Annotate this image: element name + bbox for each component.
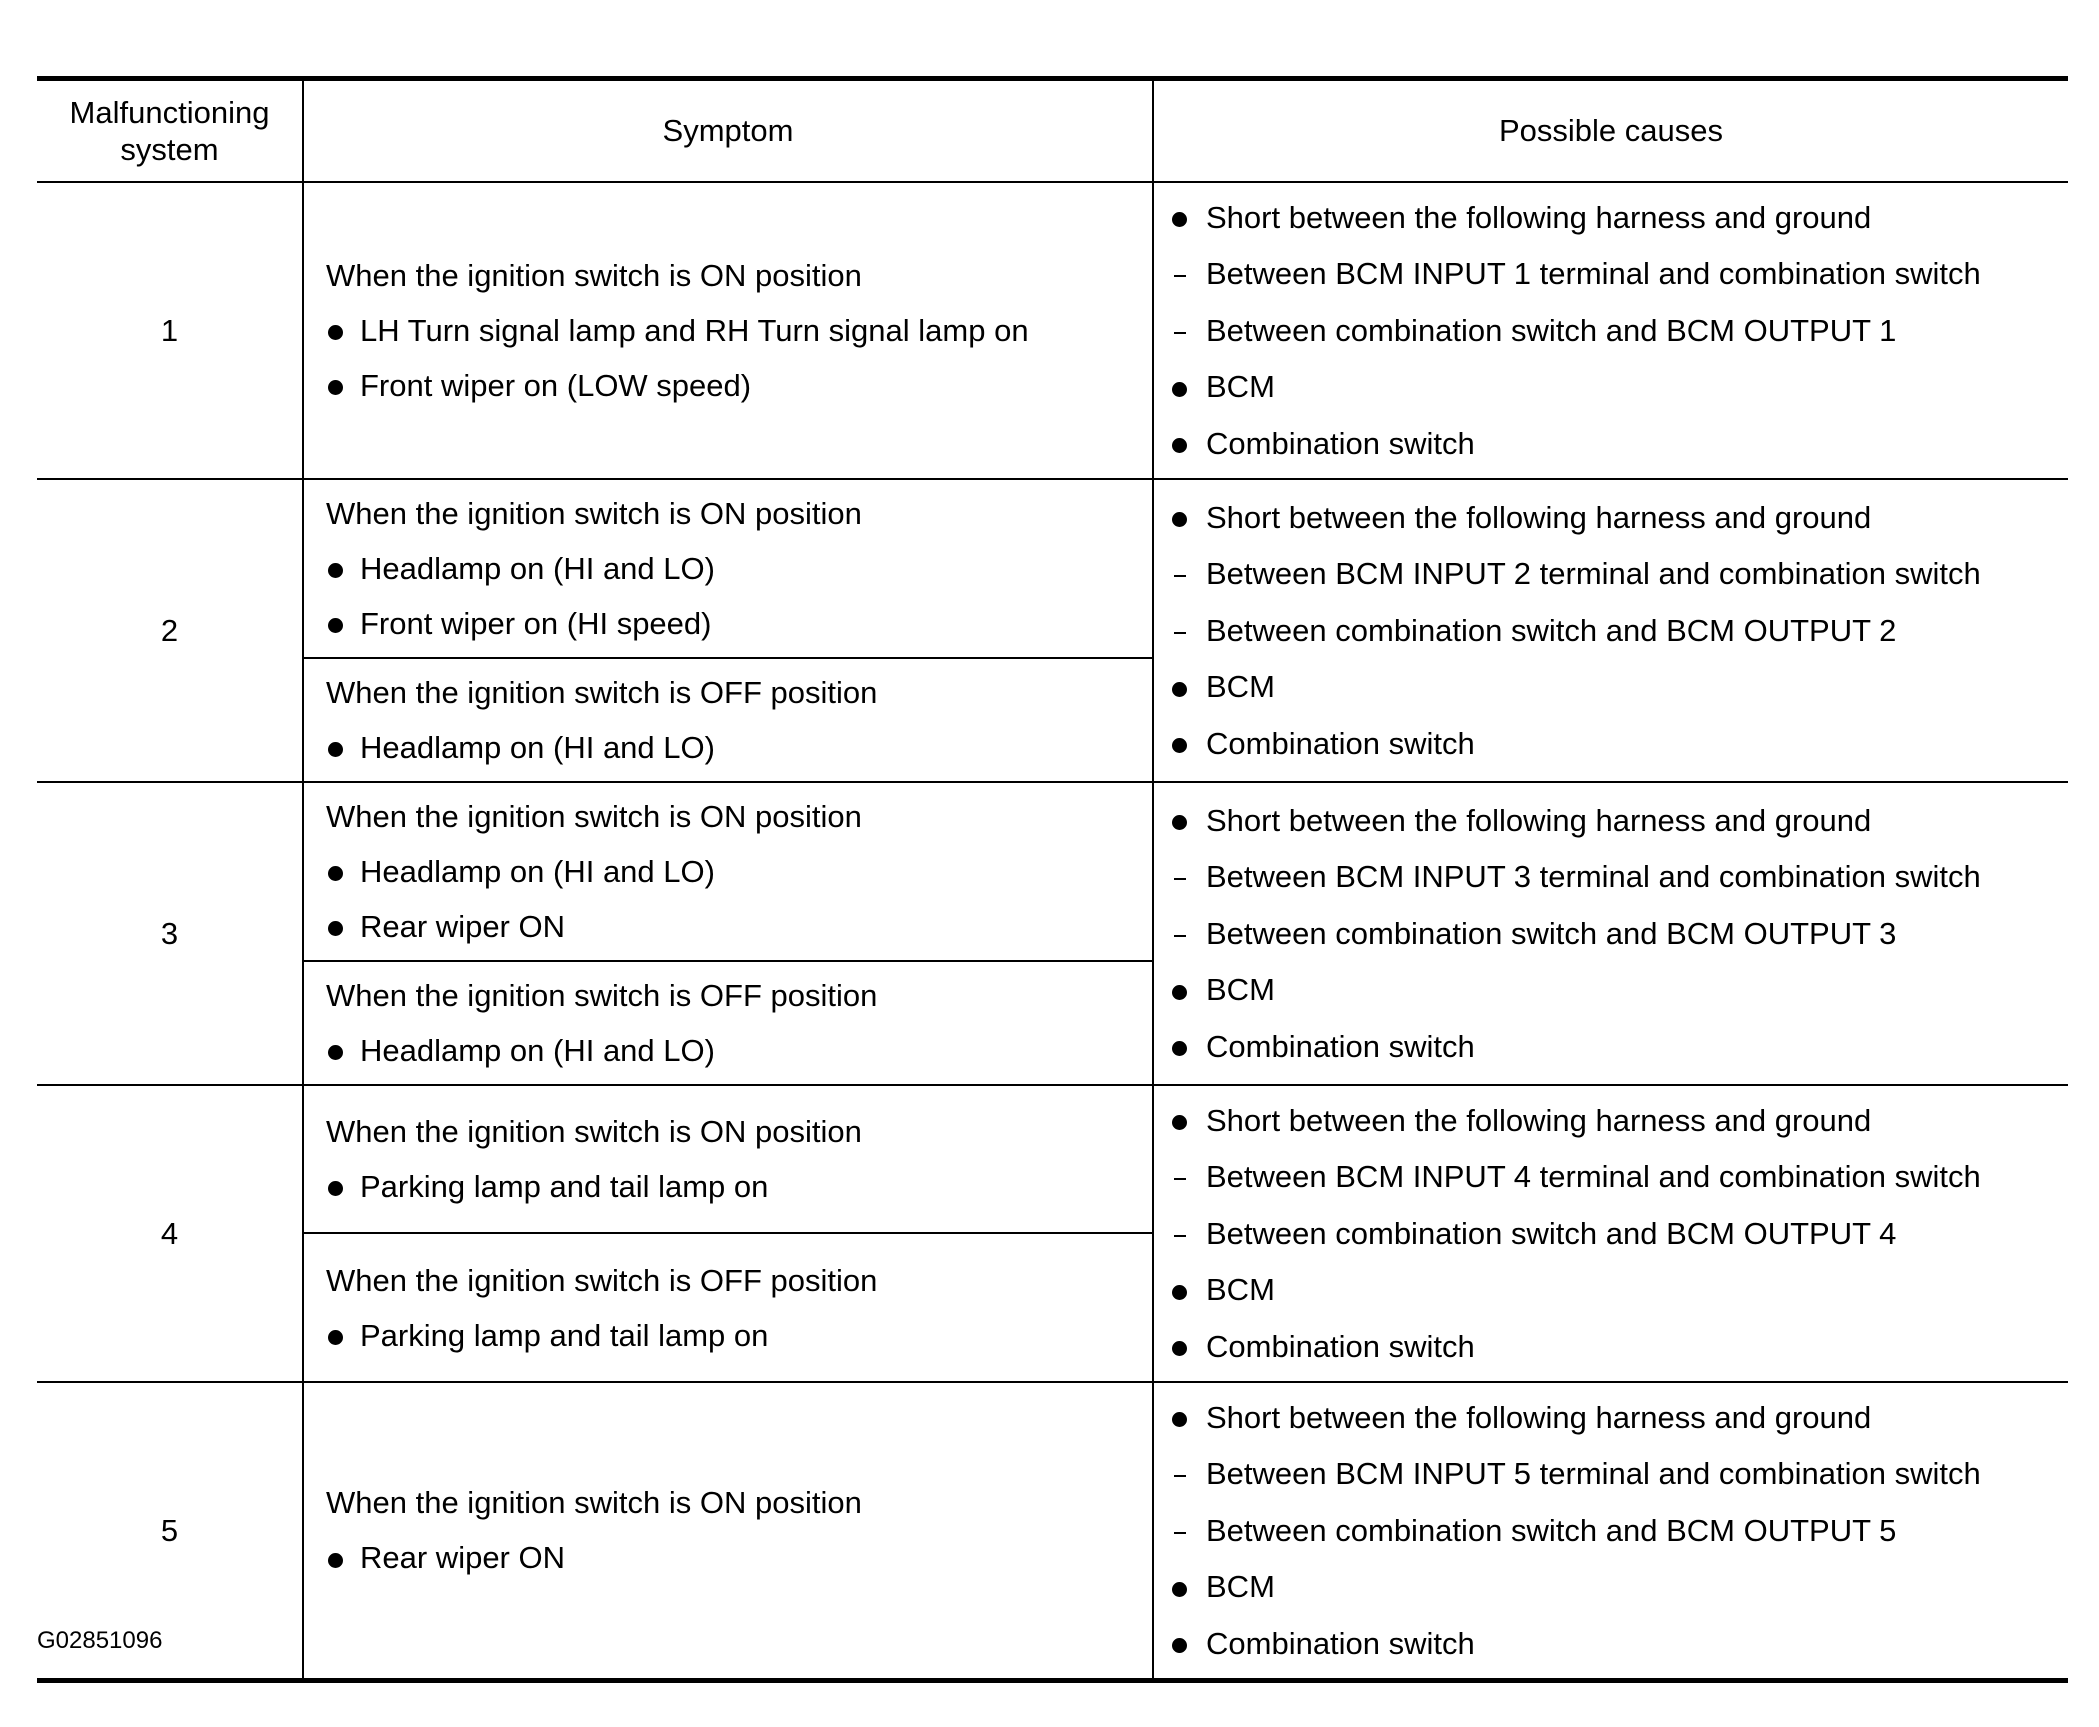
cause-item xyxy=(1170,849,2052,906)
symptom-item-text: Headlamp on (HI and LO) xyxy=(360,550,715,586)
header-causes: Possible causes xyxy=(1153,79,2068,183)
symptom-item-text: Headlamp on (HI and LO) xyxy=(360,729,715,765)
cause-item-text: Between combination switch and BCM OUTPUT 4 xyxy=(1206,1215,1897,1251)
cause-item-text: Between BCM INPUT 1 terminal and combination switch xyxy=(1206,256,1981,292)
dash-icon xyxy=(1170,858,1206,895)
symptom-item xyxy=(326,596,1130,651)
system-number: 2 xyxy=(37,479,303,782)
cause-item-text: Between combination switch and BCM OUTPUT 1 xyxy=(1206,312,1897,348)
symptom-condition: When the ignition switch is OFF position xyxy=(326,674,878,710)
cause-item xyxy=(1170,1149,2052,1206)
symptom-cell xyxy=(303,782,1153,961)
cause-item xyxy=(1170,359,2052,416)
cause-item-text: Short between the following harness and ground xyxy=(1206,499,1872,535)
bullet-icon xyxy=(326,1032,360,1069)
cause-item-text: Combination switch xyxy=(1206,426,1475,462)
cause-item xyxy=(1170,1092,2052,1149)
bullet-icon xyxy=(1170,425,1206,462)
cause-item xyxy=(1170,302,2052,359)
symptom-item-text: Front wiper on (LOW speed) xyxy=(360,367,752,403)
symptom-condition: When the ignition switch is OFF position xyxy=(326,977,878,1013)
dash-icon xyxy=(1170,915,1206,952)
cause-item xyxy=(1170,415,2052,472)
bullet-icon xyxy=(326,853,360,890)
symptom-cell xyxy=(303,961,1153,1085)
system-number: 3 xyxy=(37,782,303,1085)
header-system-line1: Malfunctioning xyxy=(69,94,270,130)
figure-id: G02851096 xyxy=(37,1627,163,1654)
bullet-icon xyxy=(1170,971,1206,1008)
causes-cell xyxy=(1153,1382,2068,1680)
causes-cell xyxy=(1153,1085,2068,1382)
cause-item xyxy=(1170,962,2052,1019)
cause-item xyxy=(1170,489,2052,546)
cause-item-text: Between BCM INPUT 4 terminal and combination switch xyxy=(1206,1159,1981,1195)
symptom-condition: When the ignition switch is ON position xyxy=(326,257,862,293)
cause-item-text: BCM xyxy=(1206,369,1275,405)
cause-item xyxy=(1170,1389,2052,1446)
symptom-item-text: Front wiper on (HI speed) xyxy=(360,605,712,641)
symptom-condition: When the ignition switch is ON position xyxy=(326,1485,862,1521)
cause-item xyxy=(1170,659,2052,716)
bullet-icon xyxy=(1170,725,1206,762)
dash-icon xyxy=(1170,1158,1206,1195)
bullet-icon xyxy=(326,312,360,349)
bullet-icon xyxy=(326,908,360,945)
header-system xyxy=(37,79,303,183)
symptom-condition: When the ignition switch is ON position xyxy=(326,495,862,531)
bullet-icon xyxy=(1170,368,1206,405)
dash-icon xyxy=(1170,1455,1206,1492)
symptom-item-text: Rear wiper ON xyxy=(360,908,565,944)
bullet-icon xyxy=(1170,668,1206,705)
system-number: 4 xyxy=(37,1085,303,1382)
symptom-cell xyxy=(303,182,1153,479)
cause-item xyxy=(1170,1262,2052,1319)
bullet-icon xyxy=(326,1317,360,1354)
symptom-item xyxy=(326,720,1130,775)
symptom-item xyxy=(326,899,1130,954)
symptom-item xyxy=(326,1023,1130,1078)
bullet-icon xyxy=(1170,1328,1206,1365)
cause-item xyxy=(1170,1205,2052,1262)
system-number: 5 xyxy=(37,1382,303,1680)
cause-item xyxy=(1170,546,2052,603)
cause-item xyxy=(1170,1018,2052,1075)
cause-item xyxy=(1170,1318,2052,1375)
cause-item xyxy=(1170,1559,2052,1616)
symptom-condition: When the ignition switch is ON position xyxy=(326,798,862,834)
bullet-icon xyxy=(1170,1028,1206,1065)
cause-item xyxy=(1170,602,2052,659)
cause-item-text: Between combination switch and BCM OUTPUT 2 xyxy=(1206,612,1897,648)
cause-item-text: Between combination switch and BCM OUTPUT 3 xyxy=(1206,915,1897,951)
causes-cell xyxy=(1153,479,2068,782)
causes-cell xyxy=(1153,782,2068,1085)
symptom-cell xyxy=(303,1382,1153,1680)
cause-item xyxy=(1170,1446,2052,1503)
cause-item xyxy=(1170,905,2052,962)
bullet-icon xyxy=(1170,1625,1206,1662)
cause-item xyxy=(1170,715,2052,772)
cause-item-text: Between BCM INPUT 3 terminal and combination switch xyxy=(1206,859,1981,895)
table-row xyxy=(37,782,2068,961)
symptom-item-text: Parking lamp and tail lamp on xyxy=(360,1169,769,1205)
symptom-item-text: LH Turn signal lamp and RH Turn signal lamp on xyxy=(360,312,1029,348)
symptom-item xyxy=(326,1530,1130,1585)
cause-item-text: BCM xyxy=(1206,669,1275,705)
table-row xyxy=(37,1085,2068,1233)
bullet-icon xyxy=(1170,499,1206,536)
symptom-item xyxy=(326,1159,1130,1214)
cause-item-text: BCM xyxy=(1206,1272,1275,1308)
header-symptom: Symptom xyxy=(303,79,1153,183)
cause-item xyxy=(1170,1502,2052,1559)
cause-item-text: Between BCM INPUT 5 terminal and combination switch xyxy=(1206,1456,1981,1492)
cause-item-text: Short between the following harness and ground xyxy=(1206,1399,1872,1435)
symptom-item xyxy=(326,1308,1130,1363)
bullet-icon xyxy=(1170,1568,1206,1605)
dash-icon xyxy=(1170,612,1206,649)
cause-item-text: Combination switch xyxy=(1206,726,1475,762)
system-number: 1 xyxy=(37,182,303,479)
cause-item xyxy=(1170,189,2052,246)
cause-item-text: Combination switch xyxy=(1206,1029,1475,1065)
dash-icon xyxy=(1170,555,1206,592)
cause-item-text: Combination switch xyxy=(1206,1626,1475,1662)
symptom-item-text: Rear wiper ON xyxy=(360,1540,565,1576)
malfunction-table xyxy=(37,76,2068,1683)
symptom-item xyxy=(326,358,1130,413)
symptom-item xyxy=(326,844,1130,899)
bullet-icon xyxy=(1170,199,1206,236)
cause-item-text: Short between the following harness and ground xyxy=(1206,1102,1872,1138)
bullet-icon xyxy=(326,367,360,404)
bullet-icon xyxy=(1170,1102,1206,1139)
cause-item-text: BCM xyxy=(1206,972,1275,1008)
symptom-condition: When the ignition switch is OFF position xyxy=(326,1262,878,1298)
causes-cell xyxy=(1153,182,2068,479)
bullet-icon xyxy=(326,1539,360,1576)
bullet-icon xyxy=(1170,1271,1206,1308)
symptom-item xyxy=(326,303,1130,358)
dash-icon xyxy=(1170,255,1206,292)
symptom-item xyxy=(326,541,1130,596)
dash-icon xyxy=(1170,1512,1206,1549)
symptom-condition: When the ignition switch is ON position xyxy=(326,1114,862,1150)
cause-item-text: Short between the following harness and ground xyxy=(1206,802,1872,838)
symptom-cell xyxy=(303,1233,1153,1381)
table-row xyxy=(37,479,2068,658)
symptom-cell xyxy=(303,479,1153,658)
header-system-line2: system xyxy=(120,132,219,167)
cause-item xyxy=(1170,1615,2052,1672)
symptom-item-text: Parking lamp and tail lamp on xyxy=(360,1317,769,1353)
cause-item xyxy=(1170,246,2052,303)
bullet-icon xyxy=(326,605,360,642)
bullet-icon xyxy=(326,729,360,766)
bullet-icon xyxy=(326,1168,360,1205)
bullet-icon xyxy=(1170,1399,1206,1436)
dash-icon xyxy=(1170,312,1206,349)
header-row xyxy=(37,79,2068,183)
symptom-item-text: Headlamp on (HI and LO) xyxy=(360,1032,715,1068)
cause-item-text: Short between the following harness and ground xyxy=(1206,199,1872,235)
table-row xyxy=(37,1382,2068,1680)
symptom-cell xyxy=(303,658,1153,782)
cause-item-text: BCM xyxy=(1206,1569,1275,1605)
dash-icon xyxy=(1170,1215,1206,1252)
cause-item xyxy=(1170,792,2052,849)
bullet-icon xyxy=(326,550,360,587)
symptom-item-text: Headlamp on (HI and LO) xyxy=(360,853,715,889)
bullet-icon xyxy=(1170,802,1206,839)
table-row xyxy=(37,182,2068,479)
cause-item-text: Combination switch xyxy=(1206,1329,1475,1365)
cause-item-text: Between BCM INPUT 2 terminal and combination switch xyxy=(1206,556,1981,592)
symptom-cell xyxy=(303,1085,1153,1233)
cause-item-text: Between combination switch and BCM OUTPUT 5 xyxy=(1206,1512,1897,1548)
